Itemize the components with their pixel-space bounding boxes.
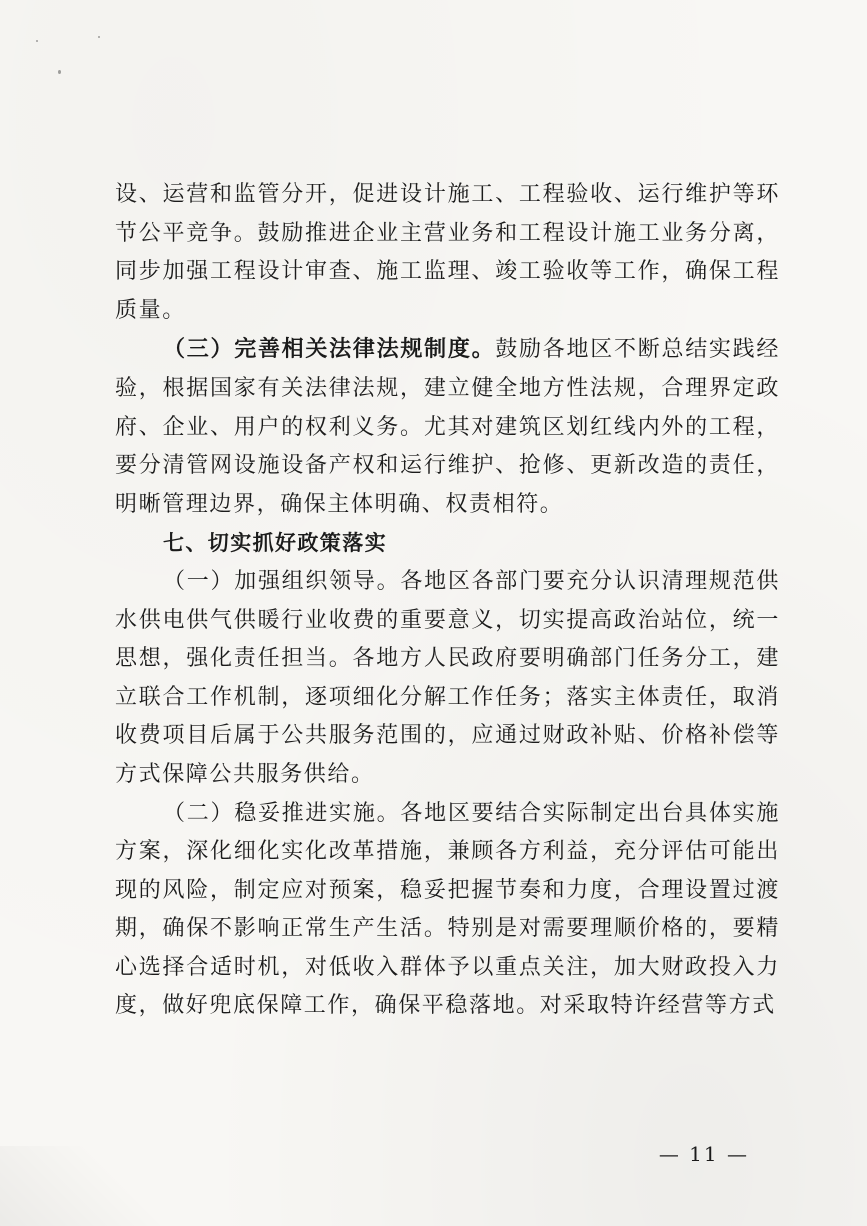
paragraph-lead: （三）完善相关法律法规制度。: [163, 336, 496, 363]
scan-speck: [36, 40, 38, 42]
paragraph-text: 各地区要结合实际制定出台具体实施方案，深化细化实化改革措施，兼顾各方利益，充分评估可能出现的风险，制定应对预案，稳妥把握节奏和力度，合理设置过渡期，确保不影响正常生产生活。特别是对需要理顺价格的，要精心选择合适时机，对低收入群体予以重点关注，加大财政投入力度，做好兜底保障工作，确保平稳落地。对采取特许经营等方式: [115, 800, 780, 1019]
paragraph-text: 鼓励各地区不断总结实践经验，根据国家有关法律法规，建立健全地方性法规，合理界定政府、企业、用户的权利义务。尤其对建筑区划红线内外的工程，要分清管网设施设备产权和运行维护、抢修、更新改造的责任，明晰管理边界，确保主体明确、权责相符。: [115, 337, 781, 517]
paragraph-lead: （二）稳妥推进实施。: [163, 800, 401, 826]
paragraph-organization: [115, 563, 780, 795]
scan-speck: [58, 70, 61, 74]
paragraph-legal-system: [115, 330, 780, 524]
section-heading: 七、切实抓好政策落实: [163, 531, 387, 556]
paragraph-lead: （一）加强组织领导。: [163, 568, 401, 594]
page-number: — 11 —: [658, 1142, 749, 1166]
paragraph-text: 设、运营和监管分开，促进设计施工、工程验收、运行维护等环节公平竞争。鼓励推进企业主营业务和工程设计施工业务分离，同步加强工程设计审查、施工监理、竣工验收等工作，确保工程质量。: [115, 182, 780, 323]
paragraph-implementation: [115, 795, 780, 1027]
paragraph-continuation: [115, 176, 780, 330]
document-body: [115, 176, 780, 1026]
scan-speck: [98, 36, 100, 38]
scan-shadow: [0, 1146, 160, 1226]
paragraph-text: 各地区各部门要充分认识清理规范供水供电供气供暖行业收费的重要意义，切实提高政治站位，统一思想，强化责任担当。各地方人民政府要明确部门任务分工，建立联合工作机制，逐项细化分解工作任务；落实主体责任，取消收费项目后属于公共服务范围的，应通过财政补贴、价格补偿等方式保障公共服务供给。: [115, 568, 780, 787]
